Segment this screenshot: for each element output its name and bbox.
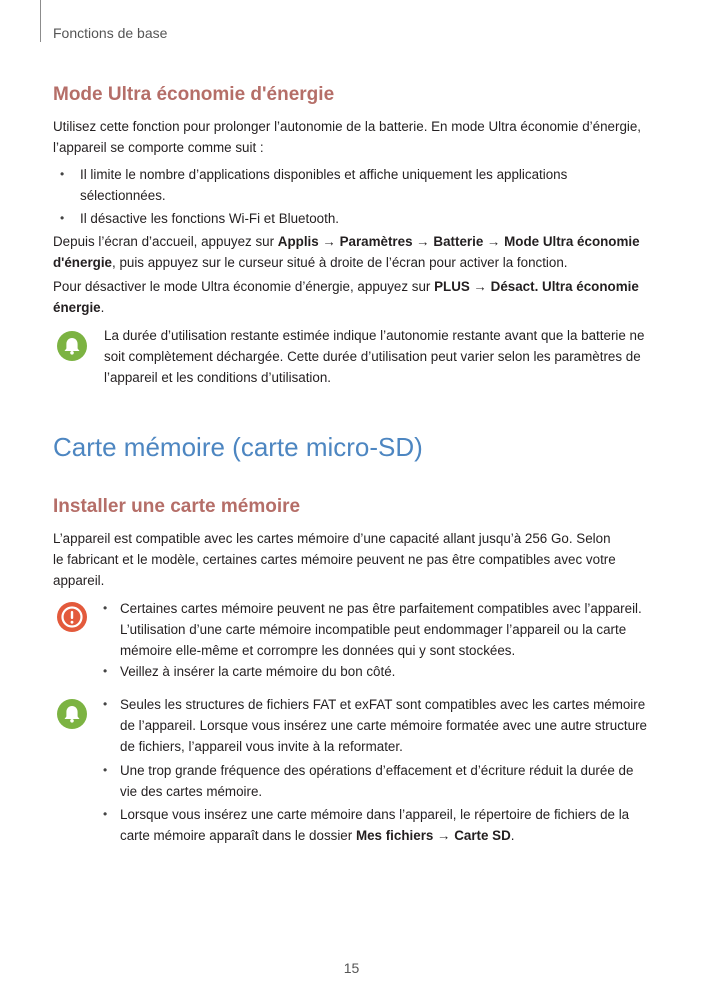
bell-icon	[57, 331, 87, 361]
section-title-ultra-power-saving: Mode Ultra économie d'énergie	[53, 84, 335, 105]
page-title-memory-card: Carte mémoire (carte micro-SD)	[53, 432, 423, 462]
path-batterie: Batterie	[433, 234, 484, 249]
path-mode-ultra: Mode Ultra économie d'énergie	[53, 234, 640, 270]
path-plus: PLUS	[434, 279, 470, 294]
bullet-dot: •	[103, 807, 108, 821]
bullet-dot: •	[60, 211, 65, 225]
path-carte-sd: Carte SD	[454, 828, 511, 843]
header-rule	[40, 0, 41, 42]
note-bullet-2: Une trop grande fréquence des opérations d’effacement et d’écriture réduit la durée de vie des cartes mémoire.	[120, 763, 634, 799]
bell-icon	[57, 699, 87, 729]
section1-bullet-1: Il limite le nombre d’applications disponibles et affiche uniquement les applications sélectionnées.	[80, 167, 568, 203]
note-bullet-3: Lorsque vous insérez une carte mémoire dans l’appareil, le répertoire de fichiers de la carte mémoire apparaît dans le dossier Mes fichiers → Carte SD.	[120, 807, 630, 843]
note-bullet-1: Seules les structures de fichiers FAT et exFAT sont compatibles avec les cartes mémoire de l’appareil. Lorsque vous insérez une carte mémoire formatée avec une autre structure de fichiers, l’appareil vous invite à la reformater.	[120, 697, 647, 754]
path-applis: Applis	[277, 234, 319, 249]
page-number: 15	[343, 960, 360, 976]
path-desact: Désact. Ultra économie énergie	[53, 279, 639, 315]
deactivate-instructions: Pour désactiver le mode Ultra économie d’énergie, appuyez sur PLUS → Désact. Ultra économie énergie.	[53, 279, 639, 315]
path-parametres: Paramètres	[339, 234, 413, 249]
note-battery-estimate: La durée d’utilisation restante estimée indique l’autonomie restante avant que la batterie ne soit complètement déchargée. Cette durée d’utilisation peut varier selon les paramètres de l’appareil et les conditions d’utilisation.	[104, 328, 645, 385]
section2-intro: L’appareil est compatible avec les cartes mémoire d’une capacité allant jusqu’à 256 Go. Selon le fabricant et le modèle, certaines cartes mémoire peuvent ne pas être compatibles avec votre appareil.	[53, 531, 616, 588]
bullet-dot: •	[103, 697, 108, 711]
activate-instructions: Depuis l’écran d’accueil, appuyez sur Applis → Paramètres → Batterie → Mode Ultra économie d'énergie, puis appuyez sur le curseur situé à droite de l’écran pour activer la fonction.	[53, 234, 640, 270]
caution-bullet-2: Veillez à insérer la carte mémoire du bon côté.	[120, 664, 396, 679]
path-mes-fichiers: Mes fichiers	[355, 828, 434, 843]
caution-bullet-1: Certaines cartes mémoire peuvent ne pas être parfaitement compatibles avec l’appareil. L’utilisation d’une carte mémoire incompatible peut endommager l’appareil ou la carte mémoire elle-même et corrompre les données qui y sont stockées.	[120, 601, 642, 658]
bullet-dot: •	[103, 664, 108, 678]
bullet-dot: •	[103, 601, 108, 615]
subsection-title-install-card: Installer une carte mémoire	[53, 496, 301, 517]
section-header: Fonctions de base	[53, 25, 168, 41]
exclamation-icon	[57, 602, 87, 632]
bullet-dot: •	[103, 763, 108, 777]
bullet-dot: •	[60, 167, 65, 181]
section1-intro: Utilisez cette fonction pour prolonger l’autonomie de la batterie. En mode Ultra économie d’énergie, l’appareil se comporte comme suit :	[53, 119, 642, 155]
section1-bullet-2: Il désactive les fonctions Wi-Fi et Bluetooth.	[80, 211, 339, 226]
